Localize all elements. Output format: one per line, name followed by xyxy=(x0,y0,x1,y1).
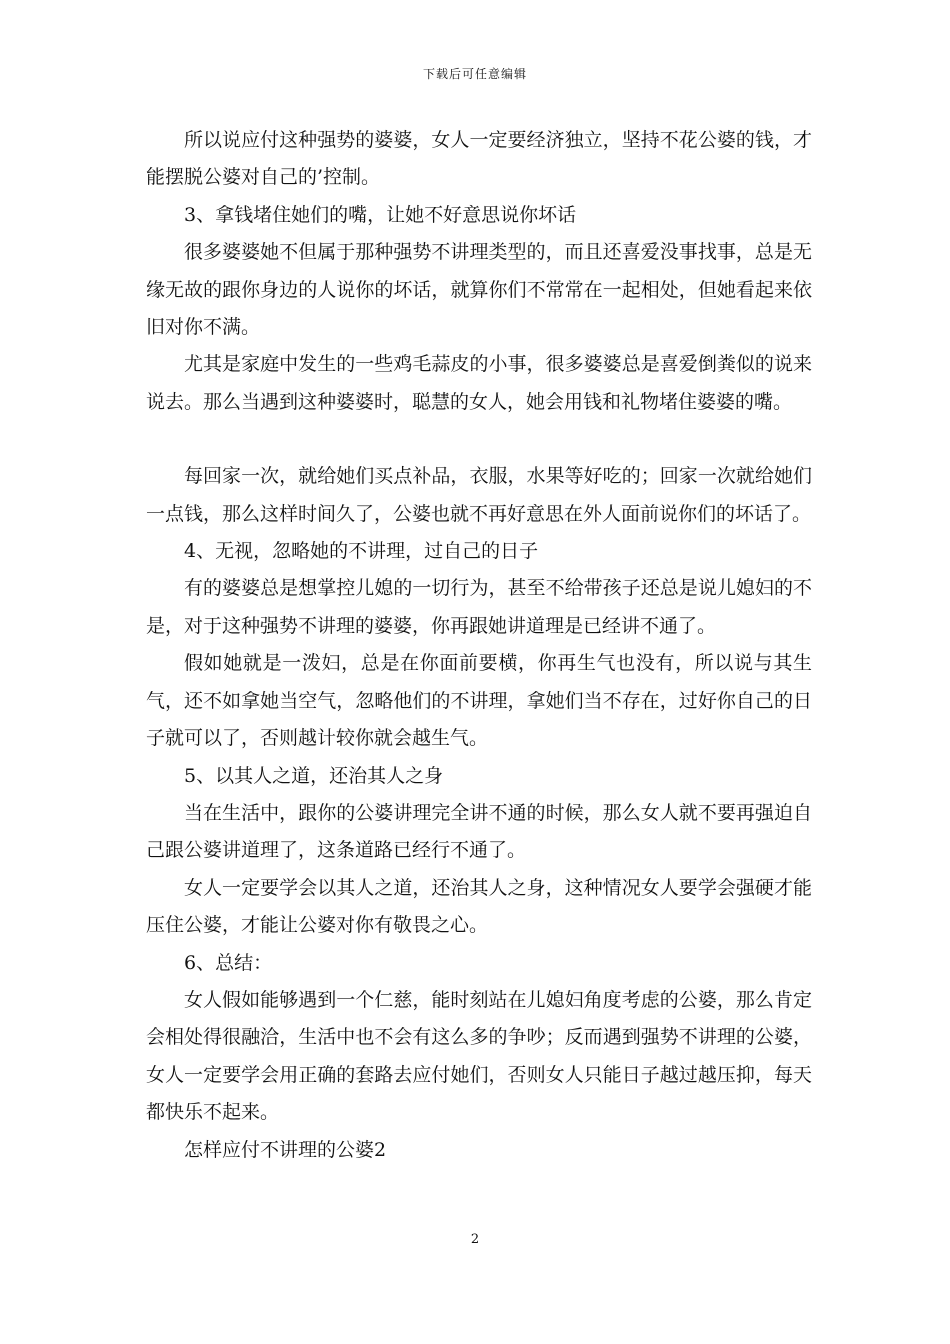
page-header: 下载后可任意编辑 xyxy=(422,67,527,81)
paragraph: 很多婆婆她不但属于那种强势不讲理类型的，而且还喜爱没事找事，总是无缘无故的跟你身边的人说你的坏话，就算你们不常常在一起相处，但她看起来依旧对你不满。 xyxy=(146,241,812,339)
section-heading: 6、总结： xyxy=(184,951,273,974)
paragraph: 假如她就是一泼妇，总是在你面前要横，你再生气也没有，所以说与其生气，还不如拿她当空气，忽略他们的不讲理，拿她们当不存在，过好你自己的日子就可以了，否则越计较你就会越生气。 xyxy=(146,652,812,750)
page-number: 2 xyxy=(470,1232,480,1247)
paragraph: 所以说应付这种强势的婆婆，女人一定要经济独立，坚持不花公婆的钱，才能摆脱公婆对自己的’控制。 xyxy=(146,129,812,189)
document-body xyxy=(146,122,812,1169)
article-title: 怎样应付不讲理的公婆2 xyxy=(184,1138,387,1161)
paragraph: 有的婆婆总是想掌控儿媳的一切行为，甚至不给带孩子还总是说儿媳妇的不是，对于这种强势不讲理的婆婆，你再跟她讲道理是已经讲不通了。 xyxy=(146,577,812,637)
section-heading: 3、拿钱堵住她们的嘴，让她不好意思说你坏话 xyxy=(184,203,577,226)
paragraph: 每回家一次，就给她们买点补品，衣服，水果等好吃的；回家一次就给她们一点钱，那么这样时间久了，公婆也就不再好意思在外人面前说你们的坏话了。 xyxy=(146,465,812,525)
paragraph: 尤其是家庭中发生的一些鸡毛蒜皮的小事，很多婆婆总是喜爱倒粪似的说来说去。那么当遇到这种婆婆时，聪慧的女人，她会用钱和礼物堵住婆婆的嘴。 xyxy=(146,353,812,413)
section-heading: 5、以其人之道，还治其人之身 xyxy=(184,764,444,787)
paragraph: 女人假如能够遇到一个仁慈，能时刻站在儿媳妇角度考虑的公婆，那么肯定会相处得很融洽，生活中也不会有这么多的争吵；反而遇到强势不讲理的公婆，女人一定要学会用正确的套路去应付她们，否则女人只能日子越过越压抑，每天都快乐不起来。 xyxy=(146,988,812,1124)
paragraph: 当在生活中，跟你的公婆讲理完全讲不通的时候，那么女人就不要再强迫自己跟公婆讲道理了，这条道路已经行不通了。 xyxy=(146,801,812,862)
section-heading: 4、无视，忽略她的不讲理，过自己的日子 xyxy=(184,540,539,563)
paragraph: 女人一定要学会以其人之道，还治其人之身，这种情况女人要学会强硬才能压住公婆，才能让公婆对你有敬畏之心。 xyxy=(146,876,812,937)
